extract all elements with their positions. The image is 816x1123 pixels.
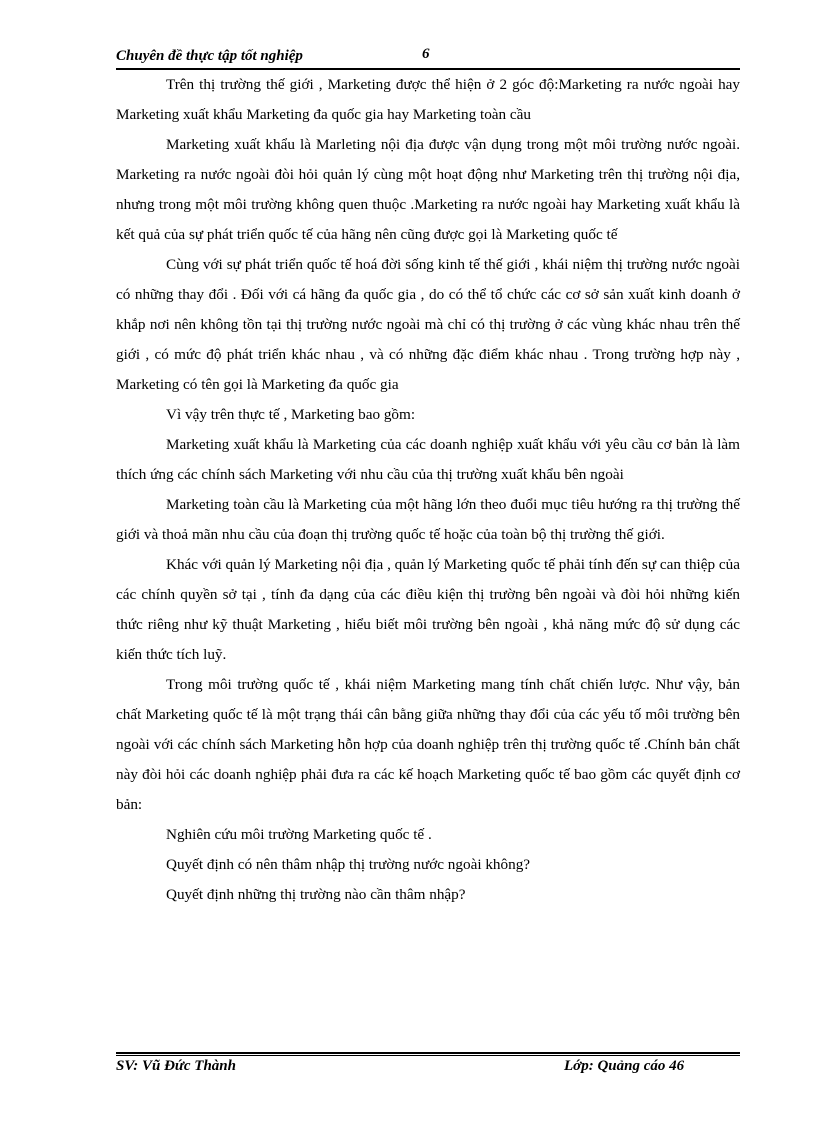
paragraph: Marketing xuất khẩu là Marleting nội địa được vận dụng trong một môi trường nước ngoài. Marketing ra nước ngoài đòi hỏi quản lý cùng một hoạt động như Marketing trên thị trường nội địa, nhưng trong một môi trường không quen thuộc .Marketing ra nước ngoài hay Marketing xuất khẩu là kết quả của sự phát triển quốc tế của hãng nên cũng được gọi là Marketing quốc tế	[116, 136, 740, 243]
paragraph: Trên thị trường thế giới , Marketing được thể hiện ở 2 góc độ:Marketing ra nước ngoài hay Marketing xuất khẩu Marketing đa quốc gia hay Marketing toàn cầu	[116, 76, 740, 123]
paragraph: Trong môi trường quốc tế , khái niệm Marketing mang tính chất chiến lược. Như vậy, bản chất Marketing quốc tế là một trạng thái cân bằng giữa những thay đổi của các yếu tố môi trường bên ngoài với các chính sách Marketing hỗn hợp của doanh nghiệp trên thị trường quốc tế .Chính bản chất này đòi hỏi các doanh nghiệp phải đưa ra các kế hoạch Marketing quốc tế bao gồm các quyết định cơ bản:	[116, 676, 740, 813]
document-body	[116, 70, 740, 910]
class-name: Lớp: Quảng cáo 46	[564, 1058, 685, 1074]
page-number: 6	[422, 46, 430, 62]
paragraph: Quyết định những thị trường nào cần thâm nhập?	[166, 886, 466, 903]
page-header	[116, 46, 740, 70]
paragraph: Nghiên cứu môi trường Marketing quốc tế .	[166, 826, 432, 843]
paragraph: Cùng với sự phát triển quốc tế hoá đời sống kinh tế thế giới , khái niệm thị trường nước ngoài có những thay đổi . Đối với cá hãng đa quốc gia , do có thể tổ chức các cơ sở sản xuất kinh doanh ở khắp nơi nên không tồn tại thị trường nước ngoài mà chỉ có thị trường ở các vùng khác nhau trên thế giới , có mức độ phát triển khác nhau , và có những đặc điểm khác nhau . Trong trường hợp này , Marketing có tên gọi là Marketing đa quốc gia	[116, 256, 740, 393]
footer-divider	[116, 1052, 740, 1054]
document-title: Chuyên đề thực tập tốt nghiệp	[116, 48, 303, 64]
paragraph: Vì vậy trên thực tế , Marketing bao gồm:	[166, 406, 416, 423]
footer-divider-thin	[116, 1055, 740, 1056]
paragraph: Quyết định có nên thâm nhập thị trường nước ngoài không?	[166, 856, 531, 873]
student-name: SV: Vũ Đức Thành	[116, 1058, 236, 1074]
page-footer	[116, 1052, 740, 1078]
paragraph: Khác với quản lý Marketing nội địa , quản lý Marketing quốc tế phải tính đến sự can thiệp của các chính quyền sở tại , tính đa dạng của các điều kiện thị trường bên ngoài và đòi hỏi những kiến thức riêng như kỹ thuật Marketing , hiểu biết môi trường bên ngoài , khả năng mức độ sử dụng các kiến thức tích luỹ.	[116, 556, 740, 663]
paragraph: Marketing xuất khẩu là Marketing của các doanh nghiệp xuất khẩu với yêu cầu cơ bản là làm thích ứng các chính sách Marketing với nhu cầu của thị trường xuất khẩu bên ngoài	[116, 436, 740, 483]
paragraph: Marketing toàn cầu là Marketing của một hãng lớn theo đuổi mục tiêu hướng ra thị trường thế giới và thoả mãn nhu cầu của đoạn thị trường quốc tế hoặc của toàn bộ thị trường thế giới.	[116, 496, 740, 543]
